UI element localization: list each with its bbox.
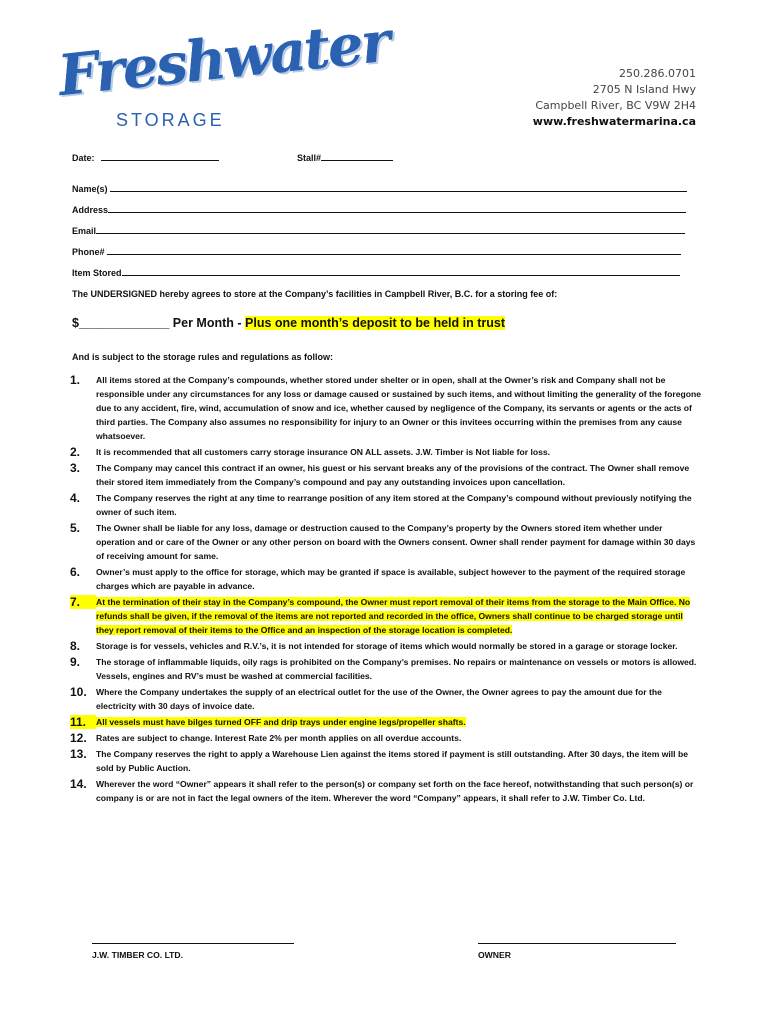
rule-text-wrap [96, 715, 466, 729]
rule-text-wrap [96, 595, 702, 637]
rule-text-wrap [96, 747, 702, 775]
rule-text: Where the Company undertakes the supply of an electrical outlet for the use of the Owner, the Owner agrees to pay the amount due for the electricity with 30 days of invoice date. [96, 687, 662, 711]
rule-number: 14. [70, 777, 87, 791]
rule-item [70, 685, 702, 713]
date-label: Date: [72, 153, 95, 163]
rule-number: 6. [70, 565, 81, 579]
company-signature-label: J.W. TIMBER CO. LTD. [92, 950, 184, 960]
rule-number: 5. [70, 521, 81, 535]
rules-list [70, 373, 702, 805]
rule-number: 11. [70, 715, 96, 729]
rule-number: 4. [70, 491, 81, 505]
fee-amount[interactable]: $_____________ Per Month - [72, 316, 246, 330]
rule-text: Owner’s must apply to the office for storage, which may be granted if space is available, subject however to the payment of the required storage charges which are payable in advance. [96, 567, 686, 591]
item-stored-line[interactable] [122, 265, 680, 276]
deposit-note: Plus one month’s deposit to be held in trust [245, 316, 505, 330]
rule-number: 1. [70, 373, 81, 387]
rule-number: 3. [70, 461, 81, 475]
rule-item [70, 565, 702, 593]
company-signature[interactable] [92, 943, 294, 960]
stall-line[interactable] [321, 150, 393, 161]
rule-text-wrap [96, 685, 702, 713]
owner-signature-label: OWNER [478, 950, 511, 960]
rule-number: 2. [70, 445, 81, 459]
logo-wordmark: Freshwater [55, 8, 392, 109]
item-stored-field[interactable] [72, 265, 680, 279]
rule-text-wrap [96, 655, 702, 683]
rule-text: The storage of inflammable liquids, oily rags is prohibited on the Company’s premises. No repairs or maintenance on vessels or motors is allowed. Vessels, engines and RV’s must be washed at commercial facilities. [96, 657, 697, 681]
rule-item [70, 715, 702, 729]
rule-text: Wherever the word “Owner” appears it shall refer to the person(s) or company set forth on the face hereof, notwithstanding that such person(s) or company is or are not in fact the legal owners of the item. Wherever the word “Company” appears, it shall refer to J.W. Timber Co. Ltd. [96, 779, 694, 803]
item-stored-label: Item Stored [72, 268, 122, 278]
freshwater-storage-logo [55, 8, 392, 136]
rule-text: The Owner shall be liable for any loss, damage or destruction caused to the Company’s property by the Owners stored item whether under operation and or care of the Owner or any other person on board with the Owners consent. Owner shall render payment for damage within 30 days of receiving amount for same. [96, 523, 696, 561]
rule-text-wrap [96, 373, 702, 443]
rule-text: Storage is for vessels, vehicles and R.V.’s, it is not intended for storage of items which would normally be stored in a garage or storage locker. [96, 641, 678, 651]
rule-text: The Company may cancel this contract if an owner, his guest or his servant breaks any of the provisions of the contract. The Owner shall remove their stored item immediately from the Company’s compound and pay any outstanding invoices upon cancellation. [96, 463, 690, 487]
rule-item [70, 639, 702, 653]
rule-item [70, 595, 702, 637]
date-field[interactable] [72, 150, 219, 164]
rule-number: 12. [70, 731, 87, 745]
rule-text: At the termination of their stay in the Company’s compound, the Owner must report removal of their items from the storage to the Main Office. No refunds shall be given, if the removal of the items are not reported and recorded in the office, Owners shall continue to be charged storage until they report removal of their items to the Office and an inspection of the storage location is completed. [96, 597, 691, 635]
rule-text: All vessels must have bilges turned OFF and drip trays under engine legs/propeller shafts. [96, 717, 466, 727]
rule-item [70, 445, 702, 459]
email-label: Email [72, 226, 97, 236]
contact-block [533, 66, 696, 130]
rule-text: All items stored at the Company’s compounds, whether stored under shelter or in open, shall at the Owner’s risk and Company shall not be responsible under any circumstances for any loss or damage caused or sustained by such items, and without limiting the generality of the foregone due to any accident, fire, wind, accumulation of snow and ice, whether caused by negligence of the Company, its servants or agents or the acts of third parties. The Company also assumes no responsibility for injury to an Owner or this invitees occurring within the premises from any cause whatsoever. [96, 375, 702, 441]
stall-field[interactable] [297, 150, 393, 164]
contact-address-line2: Campbell River, BC V9W 2H4 [535, 99, 696, 112]
rule-item [70, 777, 702, 805]
contact-address-line1: 2705 N Island Hwy [592, 83, 696, 96]
rule-item [70, 731, 702, 745]
rule-text-wrap [96, 565, 702, 593]
rule-text-wrap [96, 731, 461, 745]
address-label: Address [72, 205, 109, 215]
email-line[interactable] [96, 223, 685, 234]
rule-number: 13. [70, 747, 87, 761]
subject-text: And is subject to the storage rules and regulations as follow: [72, 352, 334, 362]
rule-text-wrap [96, 491, 702, 519]
rule-text: It is recommended that all customers carry storage insurance ON ALL assets. J.W. Timber is Not liable for loss. [96, 447, 551, 457]
rule-number: 7. [70, 595, 96, 609]
owner-signature-line[interactable] [478, 943, 676, 950]
address-field[interactable] [72, 202, 686, 216]
phone-line[interactable] [107, 244, 681, 255]
phone-label: Phone# [72, 247, 105, 257]
rule-number: 8. [70, 639, 81, 653]
rule-text: Rates are subject to change. Interest Rate 2% per month applies on all overdue accounts. [96, 733, 462, 743]
rule-item [70, 521, 702, 563]
names-label: Name(s) [72, 184, 108, 194]
date-line[interactable] [101, 150, 219, 161]
company-signature-line[interactable] [92, 943, 294, 950]
rule-number: 9. [70, 655, 81, 669]
rule-item [70, 747, 702, 775]
rule-text: The Company reserves the right at any time to rearrange position of any item stored at the Company’s compound without previously notifying the owner of such item. [96, 493, 692, 517]
names-line[interactable] [110, 181, 687, 192]
email-field[interactable] [72, 223, 685, 237]
rule-text-wrap [96, 521, 702, 563]
logo-subtitle: STORAGE [116, 110, 225, 130]
phone-field[interactable] [72, 244, 681, 258]
owner-signature[interactable] [478, 943, 676, 960]
names-field[interactable] [72, 181, 687, 195]
rule-text-wrap [96, 461, 702, 489]
rule-item [70, 461, 702, 489]
rule-text-wrap [96, 445, 550, 459]
contact-phone: 250.286.0701 [619, 67, 696, 80]
storing-fee-line[interactable] [72, 316, 505, 330]
stall-label: Stall# [297, 153, 322, 163]
address-line[interactable] [108, 202, 686, 213]
rule-text: The Company reserves the right to apply a Warehouse Lien against the items stored if payment is still outstanding. After 30 days, the item will be sold by Public Auction. [96, 749, 688, 773]
rule-item [70, 373, 702, 443]
rule-text-wrap [96, 777, 702, 805]
rule-number: 10. [70, 685, 87, 699]
contact-website: www.freshwatermarina.ca [532, 115, 696, 128]
intro-text: The UNDERSIGNED hereby agrees to store at the Company’s facilities in Campbell River, B.C. for a storing fee of: [72, 289, 558, 299]
rule-item [70, 491, 702, 519]
rule-item [70, 655, 702, 683]
rule-text-wrap [96, 639, 678, 653]
